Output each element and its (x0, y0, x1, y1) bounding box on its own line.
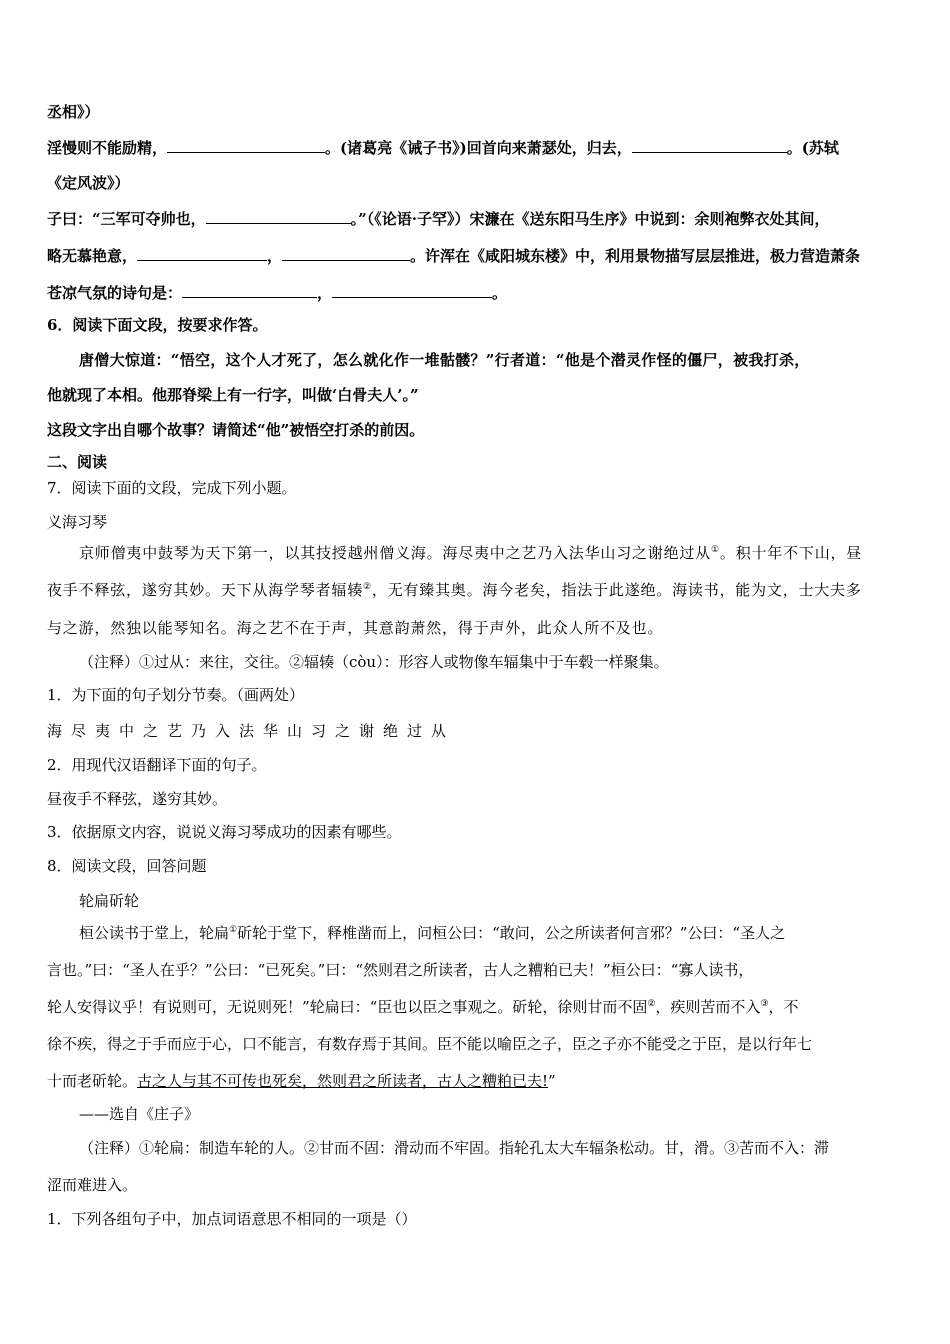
q8-passage-line-5: 十而老斫轮。古之人与其不可传也死矣，然则君之所读者，古人之糟粕已夫!” (47, 1072, 556, 1090)
q8-passage-line-2: 言也。”曰：“圣人在乎？”公曰：“已死矣。”曰：“然则君之所读者，古人之糟粕已夫！”桓公曰：“寡人读书， (47, 961, 754, 979)
q6-question: 这段文字出自哪个故事？请简述“他”被悟空打杀的前因。 (47, 421, 425, 439)
q6-title: 6．阅读下面文段，按要求作答。 (47, 316, 268, 334)
q8-sub-1: 1．下列各组句子中，加点词语意思不相同的一项是（） (47, 1210, 417, 1228)
q7-sub-2: 2．用现代汉语翻译下面的句子。 (47, 756, 267, 774)
q8-passage-line-3: 轮人安得议乎！有说则可，无说则死！”轮扁曰：“臣也以臣之事观之。斫轮，徐则甘而不固②，疾则苦而不入③，不 (47, 998, 799, 1016)
q7-sub-1-text: 海尽夷中之艺乃入法华山习之谢绝过从 (47, 722, 456, 740)
q7-note: （注释）①过从：来往，交往。②辐辏（còu）：形容人或物像车辐集中于车毂一样聚集。 (79, 653, 669, 671)
q5-line-1: 丞相》） (47, 103, 100, 121)
q8-passage-line-1: 桓公读书于堂上，轮扁①斫轮于堂下，释椎凿而上，问桓公曰：“敢问，公之所读者何言邪？”公曰：“圣人之 (79, 924, 786, 942)
answer-blank[interactable] (206, 207, 351, 224)
q6-passage-line-2: 他就现了本相。他那脊梁上有一行字，叫做‘白骨夫人’。” (47, 386, 419, 404)
q8-note-line-1: （注释）①轮扁：制造车轮的人。②甘而不固：滑动而不牢固。指轮孔太大车辐条松动。甘，滑。③苦而不入：滞 (79, 1139, 830, 1157)
q8-source: ——选自《庄子》 (79, 1105, 200, 1123)
q8-passage-title: 轮扁斫轮 (79, 892, 140, 910)
q5-line-4: 子曰：“三军可夺帅也， 。”（《论语·子罕》）宋濂在《送东阳马生序》中说到：余则袍弊衣处其间， (47, 207, 830, 229)
answer-blank[interactable] (632, 136, 787, 153)
q7-passage-line-2: 夜手不释弦，遂穷其妙。天下从海学琴者辐辏②，无有臻其奥。海今老矣，指法于此遂绝。海读书，能为文，士大夫多 (47, 581, 862, 599)
answer-blank[interactable] (137, 244, 267, 261)
answer-blank[interactable] (332, 281, 492, 298)
answer-blank[interactable] (167, 136, 325, 153)
q8-note-line-2: 涩而难进入。 (47, 1176, 138, 1194)
q5-line-5: 略无慕艳意， ， 。许浑在《咸阳城东楼》中，利用景物描写层层推进，极力营造萧条 (47, 244, 860, 266)
underlined-sentence: 古之人与其不可传也死矣，然则君之所读者，古人之糟粕已夫! (137, 1072, 549, 1090)
q7-title: 7．阅读下面的文段，完成下列小题。 (47, 479, 297, 497)
q8-title: 8．阅读文段，回答问题 (47, 857, 207, 875)
q7-sub-3: 3．依据原文内容，说说义海习琴成功的因素有哪些。 (47, 823, 402, 841)
q7-sub-1: 1．为下面的句子划分节奏。（画两处） (47, 686, 305, 704)
q6-passage-line-1: 唐僧大惊道：“悟空，这个人才死了，怎么就化作一堆骷髅？”行者道：“他是个潜灵作怪的僵尸，被我打杀， (79, 351, 810, 369)
section-heading: 二、阅读 (47, 453, 108, 471)
q7-passage-title: 义海习琴 (47, 513, 108, 531)
q8-passage-line-4: 徐不疾，得之于手而应于心，口不能言，有数存焉于其间。臣不能以喻臣之子，臣之子亦不能受之于臣，是以行年七 (47, 1035, 813, 1053)
q5-line-6: 苍凉气氛的诗句是： ， 。 (47, 281, 507, 303)
q7-passage-line-1: 京师僧夷中鼓琴为天下第一，以其技授越州僧义海。海尽夷中之艺乃入法华山习之谢绝过从①。积十年不下山，昼 (79, 544, 863, 562)
q7-passage-line-3: 与之游，然独以能琴知名。海之艺不在于声，其意韵萧然，得于声外，此众人所不及也。 (47, 619, 664, 637)
q5-line-3: 《定风波》） (47, 174, 130, 192)
q7-sub-2-text: 昼夜手不释弦，遂穷其妙。 (47, 790, 228, 808)
q5-line-2: 淫慢则不能励精， 。(诸葛亮《诫子书》)回首向来萧瑟处，归去， 。(苏轼 (47, 136, 839, 158)
answer-blank[interactable] (182, 281, 317, 298)
answer-blank[interactable] (282, 244, 410, 261)
